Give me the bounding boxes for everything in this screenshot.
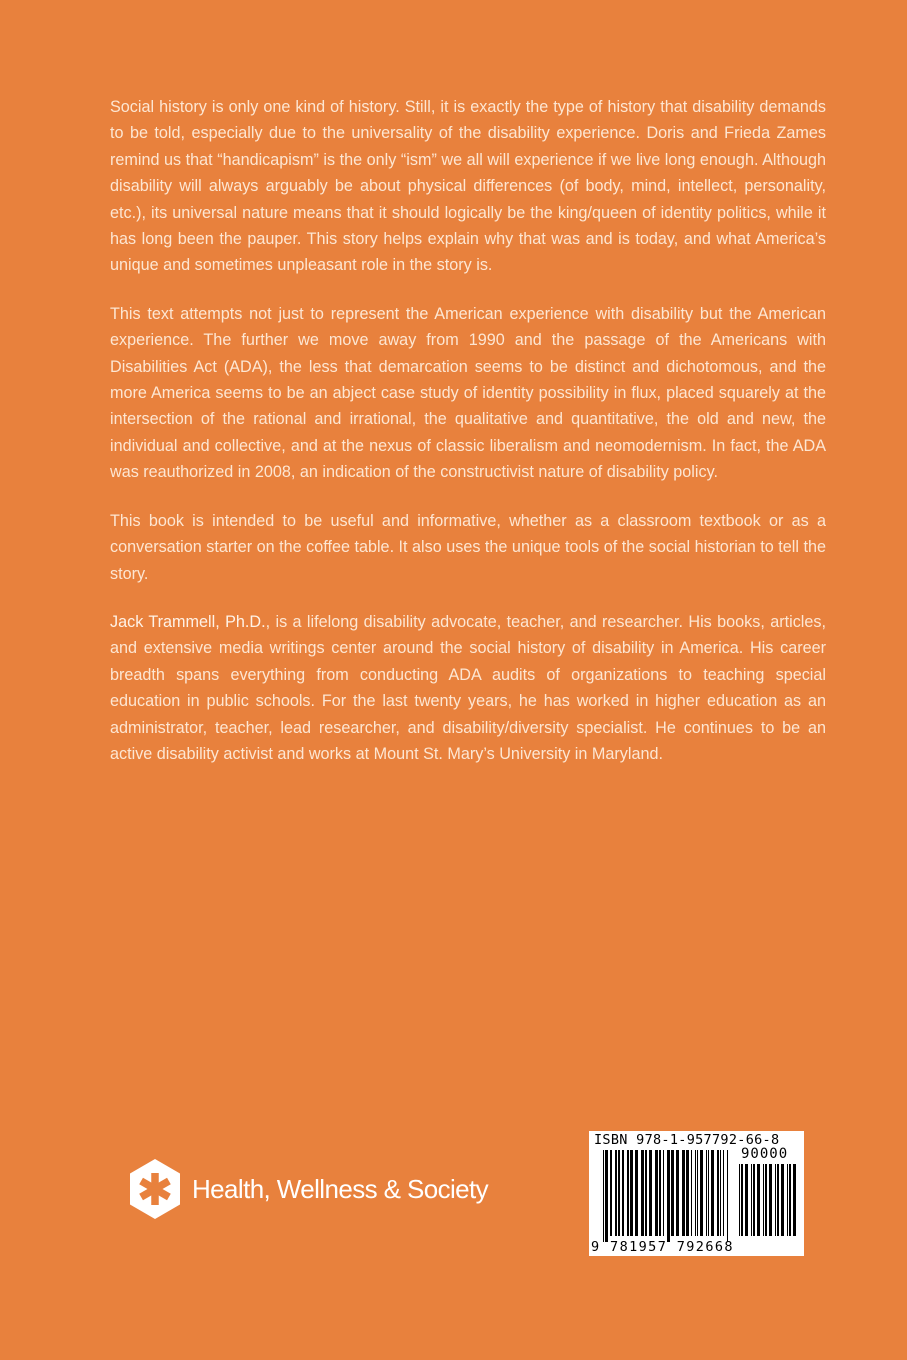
author-bio-paragraph bbox=[110, 609, 826, 767]
barcode-bar bbox=[739, 1164, 740, 1236]
barcode-bar bbox=[618, 1150, 620, 1236]
barcode-bar bbox=[641, 1150, 644, 1236]
barcode-bar bbox=[676, 1150, 679, 1236]
description-paragraph-3: This book is intended to be useful and informative, whether as a classroom textbook or as a conversation starter on the coffee table. It also uses the unique tools of the social historian to tell the story. bbox=[110, 511, 826, 583]
barcode-bar bbox=[777, 1164, 779, 1236]
barcode-bar bbox=[751, 1164, 752, 1236]
barcode-bar bbox=[605, 1150, 608, 1242]
barcode-bar bbox=[667, 1150, 670, 1242]
author-name: Jack Trammell, Ph.D. bbox=[110, 612, 266, 631]
barcode-bar bbox=[787, 1164, 788, 1236]
author-bio: , is a lifelong disability advocate, teacher, and researcher. His books, articles, and extensive media writings center around the social history of disability in America. His career breadth spans everything from conducting ADA audits of organizations to teaching special education in public schools. For the last twenty years, he has worked in higher education as an administrator, teacher, lead researcher, and disability/diversity specialist. He continues to be an active disability activist and works at Mount St. Mary’s University in Maryland. bbox=[110, 612, 826, 763]
barcode-bar bbox=[627, 1150, 629, 1236]
description-paragraph-2: This text attempts not just to represent the American experience with disability but the American experience. The further we move away from 1990 and the passage of the Americans with Disabilities Act (ADA), the less that demarcation seems to be distinct and dichotomous, and the more America seems to be an abject case study of identity possibility in flux, placed squarely at the intersection of the rational and irrational, the qualitative and quantitative, the old and new, the individual and collective, and at the nexus of classic liberalism and neomodernism. In fact, the ADA was reauthorized in 2008, an indication of the constructivist nature of disability policy. bbox=[110, 304, 826, 482]
barcode-bar bbox=[763, 1164, 764, 1236]
barcode-bar bbox=[708, 1150, 709, 1236]
description-paragraph-1: Social history is only one kind of history. Still, it is exactly the type of history that disability demands to be told, especially due to the universality of the disability experience. Doris and Frieda Zames remind us that “handicapism” is the only “ism” we all will experience if we live long enough. Although disability will always arguably be about physical differences (of body, mind, intellect, personality, etc.), its universal nature means that it should logically be the king/queen of identity politics, while it has long been the pauper. This story helps explain why that was and is today, and what America’s unique and sometimes unpleasant role in the story is. bbox=[110, 98, 826, 275]
barcode-bar bbox=[706, 1150, 707, 1236]
barcode-bar bbox=[659, 1150, 661, 1236]
publisher-logo bbox=[128, 1158, 488, 1220]
barcode-bar bbox=[775, 1164, 776, 1236]
barcode-bar bbox=[720, 1150, 721, 1236]
barcode-digits: 9 781957 792668 bbox=[591, 1239, 734, 1255]
barcode-bar bbox=[635, 1150, 638, 1236]
publisher-name: Health, Wellness & Society bbox=[192, 1173, 489, 1204]
barcode-bar bbox=[769, 1164, 772, 1236]
barcode-bar bbox=[682, 1150, 685, 1236]
barcode-bar bbox=[717, 1150, 719, 1236]
hexagon-asterisk-icon bbox=[128, 1158, 182, 1220]
barcode-bar bbox=[757, 1164, 760, 1236]
barcode-bar bbox=[741, 1164, 743, 1236]
barcode-bar bbox=[603, 1150, 604, 1242]
barcode-bar bbox=[753, 1164, 755, 1236]
barcode-bar bbox=[615, 1150, 617, 1236]
barcode-bar bbox=[697, 1150, 698, 1236]
barcode-bar bbox=[781, 1164, 784, 1236]
isbn-barcode bbox=[589, 1131, 804, 1256]
barcode-bar bbox=[686, 1150, 689, 1236]
isbn-label: ISBN 978-1-957792-66-8 bbox=[594, 1132, 780, 1148]
barcode-bar bbox=[663, 1150, 664, 1236]
barcode-bar bbox=[723, 1150, 724, 1236]
barcode-bar bbox=[765, 1164, 767, 1236]
barcode-bar bbox=[793, 1164, 796, 1236]
barcode-bar bbox=[691, 1150, 692, 1236]
barcode-bar bbox=[645, 1150, 647, 1236]
barcode-bar bbox=[610, 1150, 612, 1236]
back-cover-text bbox=[110, 94, 826, 789]
barcode-bar bbox=[700, 1150, 703, 1236]
barcode-bar bbox=[649, 1150, 652, 1236]
barcode-bar bbox=[789, 1164, 791, 1236]
barcode-bars bbox=[589, 1131, 804, 1256]
barcode-bar bbox=[711, 1150, 714, 1236]
barcode-bar bbox=[630, 1150, 633, 1236]
barcode-bar bbox=[727, 1150, 728, 1242]
barcode-bar bbox=[695, 1150, 696, 1236]
barcode-bar bbox=[622, 1150, 624, 1236]
barcode-bar bbox=[745, 1164, 748, 1236]
barcode-bar bbox=[655, 1150, 658, 1236]
barcode-addon-digits: 90000 bbox=[741, 1146, 789, 1162]
barcode-bar bbox=[671, 1150, 674, 1236]
